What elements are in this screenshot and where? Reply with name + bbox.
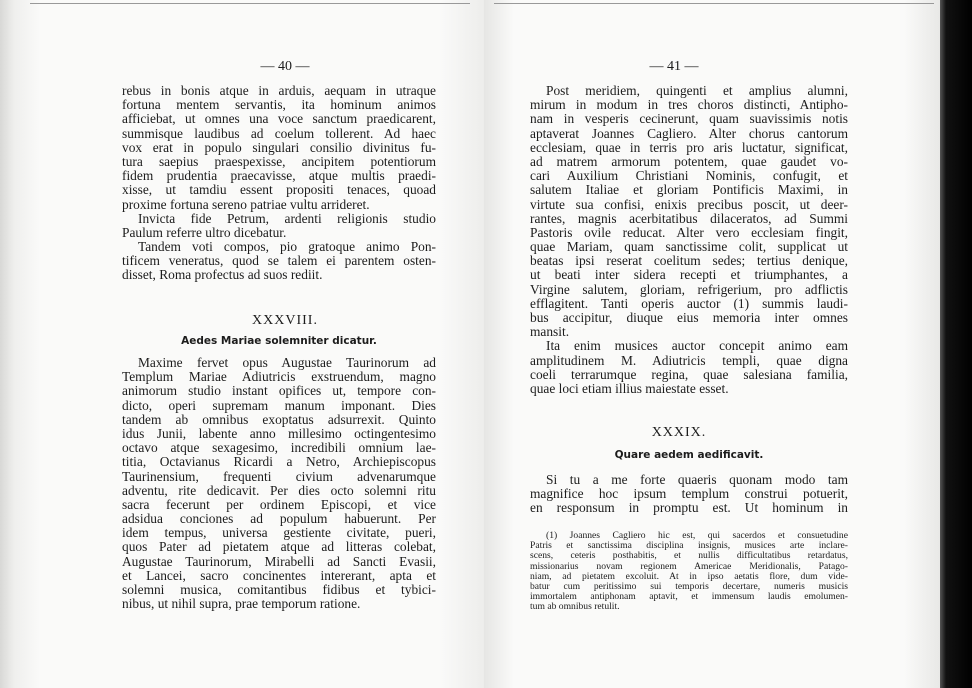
text-line: tura saepius praespexisse, ancipitem potentiorum: [122, 153, 436, 169]
text-line: idus Junii, labente anno millesimo octingentesimo: [122, 425, 436, 441]
chapter-numeral: XXXVIII.: [252, 313, 318, 328]
text-line: proxime fortuna sereno patriae vultu arrideret.: [122, 196, 370, 212]
text-line: Templum Mariae Adiutricis exstruendum, magno: [122, 369, 436, 385]
text-line: et Lancei, sacro concinentes intererant, apta et: [122, 567, 436, 583]
text-line: fidem prudentia praecavisse, atque multis praedi-: [122, 168, 436, 184]
text-line: tificem veneratus, quod se talem ei parentem osten-: [122, 253, 436, 269]
text-line: batur cum peritissimo sui temporis decertare, numeris musicis: [530, 580, 848, 592]
text-line: xisse, ut tamdiu essent propositi tenaces, quoad: [122, 182, 436, 198]
chapter-heading: Quare aedem aedificavit.: [614, 449, 764, 461]
text-line: sacra fecerunt per ordinem Episcopi, et vice: [122, 496, 436, 512]
chapter-numeral: XXXIX.: [651, 425, 707, 440]
text-line: idem tempus, universa gestiente civitate, pueri,: [122, 525, 436, 541]
text-line: mirum in modum in tres choros distincti, Antipho-: [530, 97, 848, 113]
text-line: niam, ad pietatem excoluit. At in ipso aetatis flore, dum vide-: [530, 570, 848, 582]
text-line: fortuna mentem servantis, ita hominum animos: [122, 97, 436, 113]
text-line: Maxime fervet opus Augustae Taurinorum ad: [138, 355, 436, 370]
text-line: Post meridiem, quingenti et amplius alumni,: [546, 83, 848, 98]
text-line: octavo atque sexagesimo, incredibili omnium lae-: [122, 440, 436, 456]
text-line: Si tu a me forte quaeris quonam modo tam: [546, 472, 848, 487]
text-line: summisque laudibus ad coelum tollerent. Ad haec: [122, 125, 436, 141]
text-line: disset, Roma profectus ad suos rediit.: [122, 267, 323, 283]
text-line: tandem ab omnibus exoptatus adsurrexit. Quinto: [122, 411, 436, 427]
text-line: virtute sua confisi, enixis precibus poscit, ut deer-: [530, 196, 848, 212]
text-line: salutem Italiae et gloriam Pontificis Maximi, in: [530, 182, 848, 198]
text-line: Augustae Taurinorum, Mirabelli ad Sancti Evasii,: [122, 553, 436, 569]
text-line: efflagitent. Tanti operis auctor (1) summis laudi-: [530, 295, 848, 311]
text-line: amplitudinem M. Adiutricis templi, quae digna: [530, 352, 848, 368]
text-line: Invicta fide Petrum, ardenti religionis studio: [138, 210, 436, 226]
text-line: rantes, magnis acerbitatibus dilaceratos, ad Summi: [530, 210, 848, 226]
text-line: immortalem antiphonam aptavit, et immensum laudis emolumen-: [530, 591, 848, 603]
text-line: beatas ipsi reserat coelitum sedes; tertius denique,: [530, 253, 848, 269]
text-line: titia, Octavianus Ricardi a Netro, Archiepiscopus: [122, 454, 436, 470]
body-text: [530, 84, 848, 396]
text-line: ut beati inter sidera recepti et triumphantes, a: [530, 267, 848, 283]
scan-edge: [940, 0, 972, 688]
text-line: bus accipitur, diuque eius memoria inter omnes: [530, 310, 848, 325]
text-line: mansit.: [530, 324, 570, 340]
text-line: Pastoris ovile reducat. Alter vero ecclesiam fingit,: [530, 224, 848, 240]
text-line: quae Mariam, quam sanctissime colit, supplicat ut: [530, 239, 848, 255]
text-line: Taurinensium, frequenti civium advenarumque: [122, 468, 436, 484]
text-line: Paulum referre ultro dicebatur.: [122, 224, 287, 240]
text-line: quos Pater ad pietatem atque ad litteras colebat,: [122, 539, 436, 555]
text-line: cari Auxilium Christiani Nominis, confugit, et: [530, 168, 848, 184]
body-text: [122, 84, 436, 283]
right-page: [484, 0, 940, 688]
text-line: rebus in bonis atque in arduis, aequam in utraque: [122, 83, 436, 98]
text-line: animorum studio instant opifices ut, tempore con-: [122, 383, 436, 399]
text-line: magnifice hoc ipsum templum construi potuerit,: [530, 486, 848, 502]
text-line: nibus, ut nihil supra, prae temporum ratione.: [122, 596, 361, 612]
text-line: coeli terrarumque regina, quae salesiana familia,: [530, 366, 848, 382]
text-line: adventu, rite dedicavit. Per dies octo solemni ritu: [122, 482, 436, 498]
text-line: missionarius novam regionem Americae Meridionalis, Patago-: [530, 560, 848, 572]
body-text: [530, 473, 848, 516]
text-line: Tandem voti compos, pio gratoque animo Pon-: [138, 239, 436, 255]
body-text: [122, 356, 436, 611]
text-line: afficiebat, ut omnes una voce sanctum praedicarent,: [122, 111, 436, 127]
footnote: [530, 531, 848, 613]
text-line: dicto, operi supremam manum imponant. Dies: [122, 397, 436, 413]
text-line: ecclesiam, quae in terris pro aris luctatur, significat,: [530, 139, 848, 155]
text-line: quae loci etiam illius maiestate esset.: [530, 380, 729, 396]
text-line: Patris et sanctissima disciplina insignis, musices arte inclare-: [530, 540, 848, 552]
text-line: nam in vesperis cecinerunt, quam suavissimis notis: [530, 111, 848, 127]
text-line: Virgine salutem, gloriam, refrigerium, pro adflictis: [530, 281, 848, 297]
left-page: [0, 0, 484, 688]
text-line: tum ab omnibus retulit.: [530, 601, 620, 613]
text-line: solemni musica, comitantibus fidibus et tybici-: [122, 582, 436, 597]
page-top-rule: [494, 3, 934, 4]
text-line: scens, ceteris posthabitis, et nullis difficultatibus retardatus,: [530, 550, 848, 562]
text-line: Ita enim musices auctor concepit animo eam: [546, 338, 848, 354]
chapter-heading: Aedes Mariae solemniter dicatur.: [181, 335, 377, 347]
page-number: — 40 —: [260, 59, 310, 74]
text-line: adsidua conciones ad populum habuerunt. Per: [122, 511, 436, 527]
page-number: — 41 —: [649, 59, 699, 74]
text-line: vox erat in populo singulari consilio divinitus fu-: [122, 139, 436, 155]
text-line: (1) Joannes Cagliero hic est, qui sacerdos et consuetudine: [546, 530, 848, 541]
text-line: ad matrem armorum potentem, quae gaudet vo-: [530, 153, 848, 169]
text-line: aptaverat Joannes Cagliero. Alter chorus cantorum: [530, 125, 848, 141]
page-top-rule: [30, 3, 470, 4]
text-line: en responsum in promptu est. Ut hominum in: [530, 500, 848, 516]
